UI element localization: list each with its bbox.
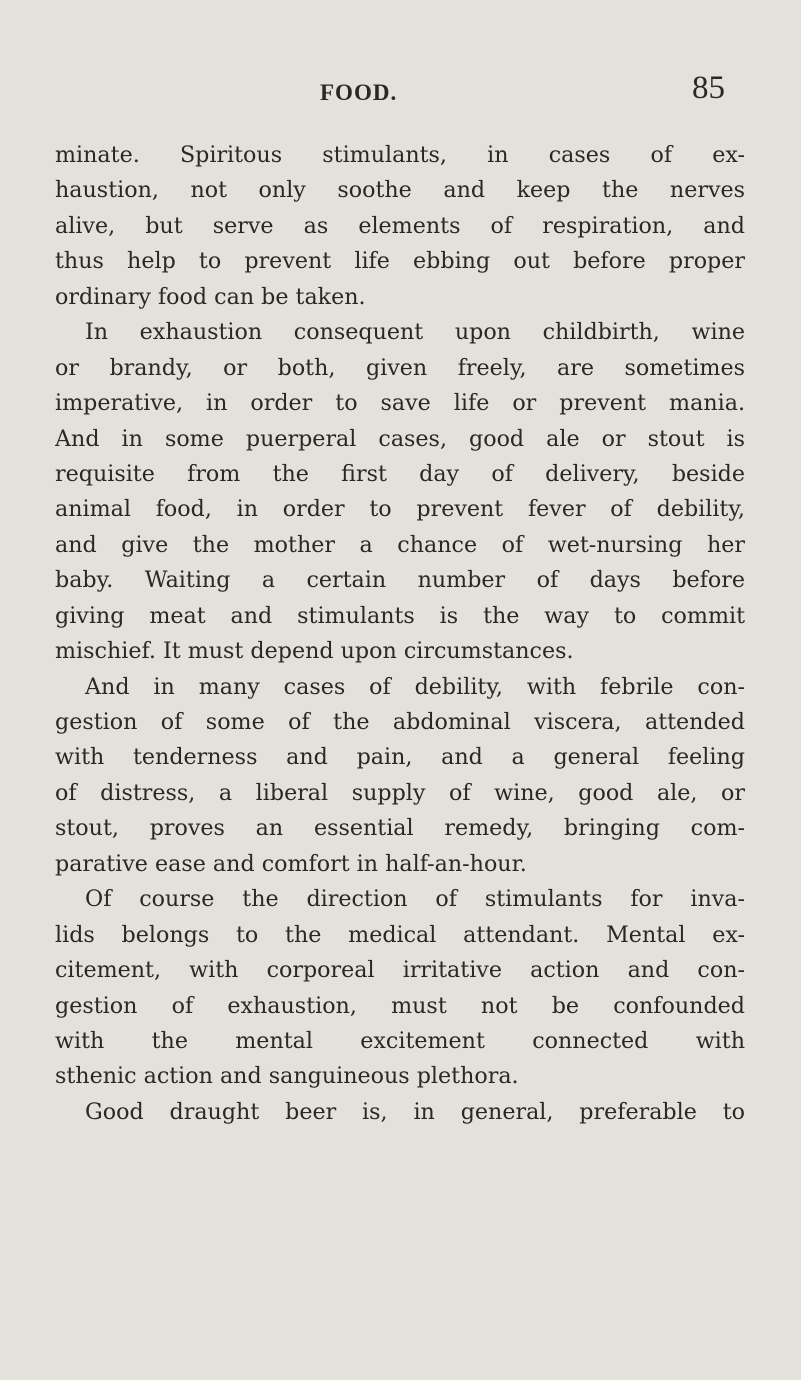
running-title: FOOD. bbox=[320, 80, 398, 105]
text-line: and give the mother a chance of wet-nursing her bbox=[55, 531, 745, 558]
text-line: Good draught beer is, in general, preferable to bbox=[85, 1098, 745, 1125]
text-line: gestion of exhaustion, must not be confounded bbox=[55, 992, 745, 1019]
text-line: Of course the direction of stimulants for inva- bbox=[85, 886, 745, 913]
text-line: citement, with corporeal irritative action and con- bbox=[55, 957, 745, 984]
text-line: or brandy, or both, given freely, are sometimes bbox=[55, 354, 745, 381]
text-line: mischief. It must depend upon circumstances. bbox=[55, 638, 574, 665]
text-line: gestion of some of the abdominal viscera, attended bbox=[55, 709, 745, 735]
text-line: minate. Spiritous stimulants, in cases of ex- bbox=[55, 142, 745, 168]
text-line: And in many cases of debility, with febrile con- bbox=[85, 673, 745, 700]
text-line: baby. Waiting a certain number of days before bbox=[55, 567, 745, 594]
text-line: with tenderness and pain, and a general feeling bbox=[55, 744, 745, 771]
text-line: animal food, in order to prevent fever of debility, bbox=[55, 496, 745, 523]
text-line: haustion, not only soothe and keep the nerves bbox=[55, 177, 745, 204]
text-line: requisite from the first day of delivery, beside bbox=[55, 460, 745, 487]
text-line: In exhaustion consequent upon childbirth, wine bbox=[85, 319, 745, 346]
text-line: And in some puerperal cases, good ale or stout is bbox=[55, 425, 745, 452]
text-line: thus help to prevent life ebbing out before proper bbox=[55, 248, 745, 275]
text-line: giving meat and stimulants is the way to commit bbox=[55, 602, 745, 629]
body-text bbox=[55, 138, 745, 1130]
text-line: lids belongs to the medical attendant. Mental ex- bbox=[55, 921, 745, 948]
text-line: with the mental excitement connected with bbox=[55, 1027, 745, 1054]
text-line: ordinary food can be taken. bbox=[55, 283, 366, 310]
text-line: alive, but serve as elements of respiration, and bbox=[55, 212, 745, 239]
text-line: imperative, in order to save life or prevent mania. bbox=[55, 390, 745, 417]
text-line: sthenic action and sanguineous plethora. bbox=[55, 1063, 519, 1090]
page-number: 85 bbox=[692, 70, 725, 106]
text-line: parative ease and comfort in half-an-hour. bbox=[55, 850, 527, 877]
text-line: of distress, a liberal supply of wine, good ale, or bbox=[55, 779, 745, 806]
running-head bbox=[0, 70, 801, 110]
text-line: stout, proves an essential remedy, bringing com- bbox=[55, 815, 745, 842]
